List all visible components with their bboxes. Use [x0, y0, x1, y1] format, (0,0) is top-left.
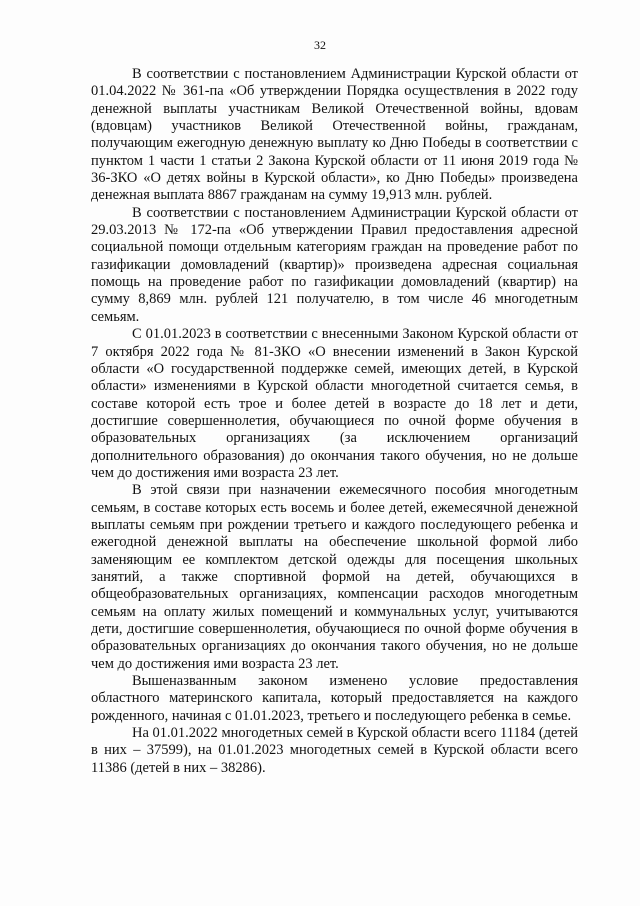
page-number: 32 [314, 38, 326, 52]
paragraph: В соответствии с постановлением Администрации Курской области от 01.04.2022 № 361-па «Об утверждении Порядка осуществления в 2022 году денежной выплаты участникам Великой Отечественной войны, вдовам (вдовцам) участников Великой Отечественной войны, гражданам, получающим ежегодную денежную выплату ко Дню Победы в соответствии с пунктом 1 части 1 статьи 2 Закона Курской области от 11 июня 2019 года № 36-ЗКО «О детях войны в Курской области», ко Дню Победы» произведена денежная выплата 8867 гражданам на сумму 19,913 млн. рублей. [91, 66, 578, 204]
paragraph: С 01.01.2023 в соответствии с внесенными Законом Курской области от 7 октября 2022 года № 81-ЗКО «О внесении изменений в Закон Курской области «О государственной поддержке семей, имеющих детей, в Курской области» изменениями в Курской области многодетной считается семья, в составе которой есть трое и более детей в возрасте до 18 лет и дети, достигшие совершеннолетия, обучающиеся по очной форме обучения в образовательных организациях (за исключением организаций дополнительного образования) до окончания такого обучения, но не дольше чем до достижения ими возраста 23 лет. [91, 326, 578, 481]
paragraph: На 01.01.2022 многодетных семей в Курской области всего 11184 (детей в них – 37599), на 01.01.2023 многодетных семей в Курской области всего 11386 (детей в них – 38286). [91, 725, 578, 776]
paragraph: В этой связи при назначении ежемесячного пособия многодетным семьям, в составе которых есть восемь и более детей, ежемесячной денежной выплаты семьям при рождении третьего и каждого последующего ребенка и ежегодной денежной выплаты на обеспечение школьной формой либо заменяющим ее комплектом детской одежды для посещения школьных занятий, а также спортивной формой на детей, обучающихся в общеобразовательных организациях, компенсации расходов многодетным семьям на оплату жилых помещений и коммунальных услуг, учитываются дети, достигшие совершеннолетия, обучающиеся по очной форме обучения в образовательных организациях до окончания такого обучения, но не дольше чем до достижения ими возраста 23 лет. [91, 482, 578, 672]
paragraph: Вышеназванным законом изменено условие предоставления областного материнского капитала, который предоставляется на каждого рожденного, начиная с 01.01.2023, третьего и последующего ребенка в семье. [91, 673, 578, 724]
document-body [91, 66, 578, 777]
paragraph: В соответствии с постановлением Администрации Курской области от 29.03.2013 № 172-па «Об утверждении Правил предоставления адресной социальной помощи отдельным категориям граждан на проведение работ по газификации домовладений (квартир)» произведена адресная социальная помощь на проведение работ по газификации домовладений (квартир) на сумму 8,869 млн. рублей 121 получателю, в том числе 46 многодетным семьям. [91, 204, 578, 325]
